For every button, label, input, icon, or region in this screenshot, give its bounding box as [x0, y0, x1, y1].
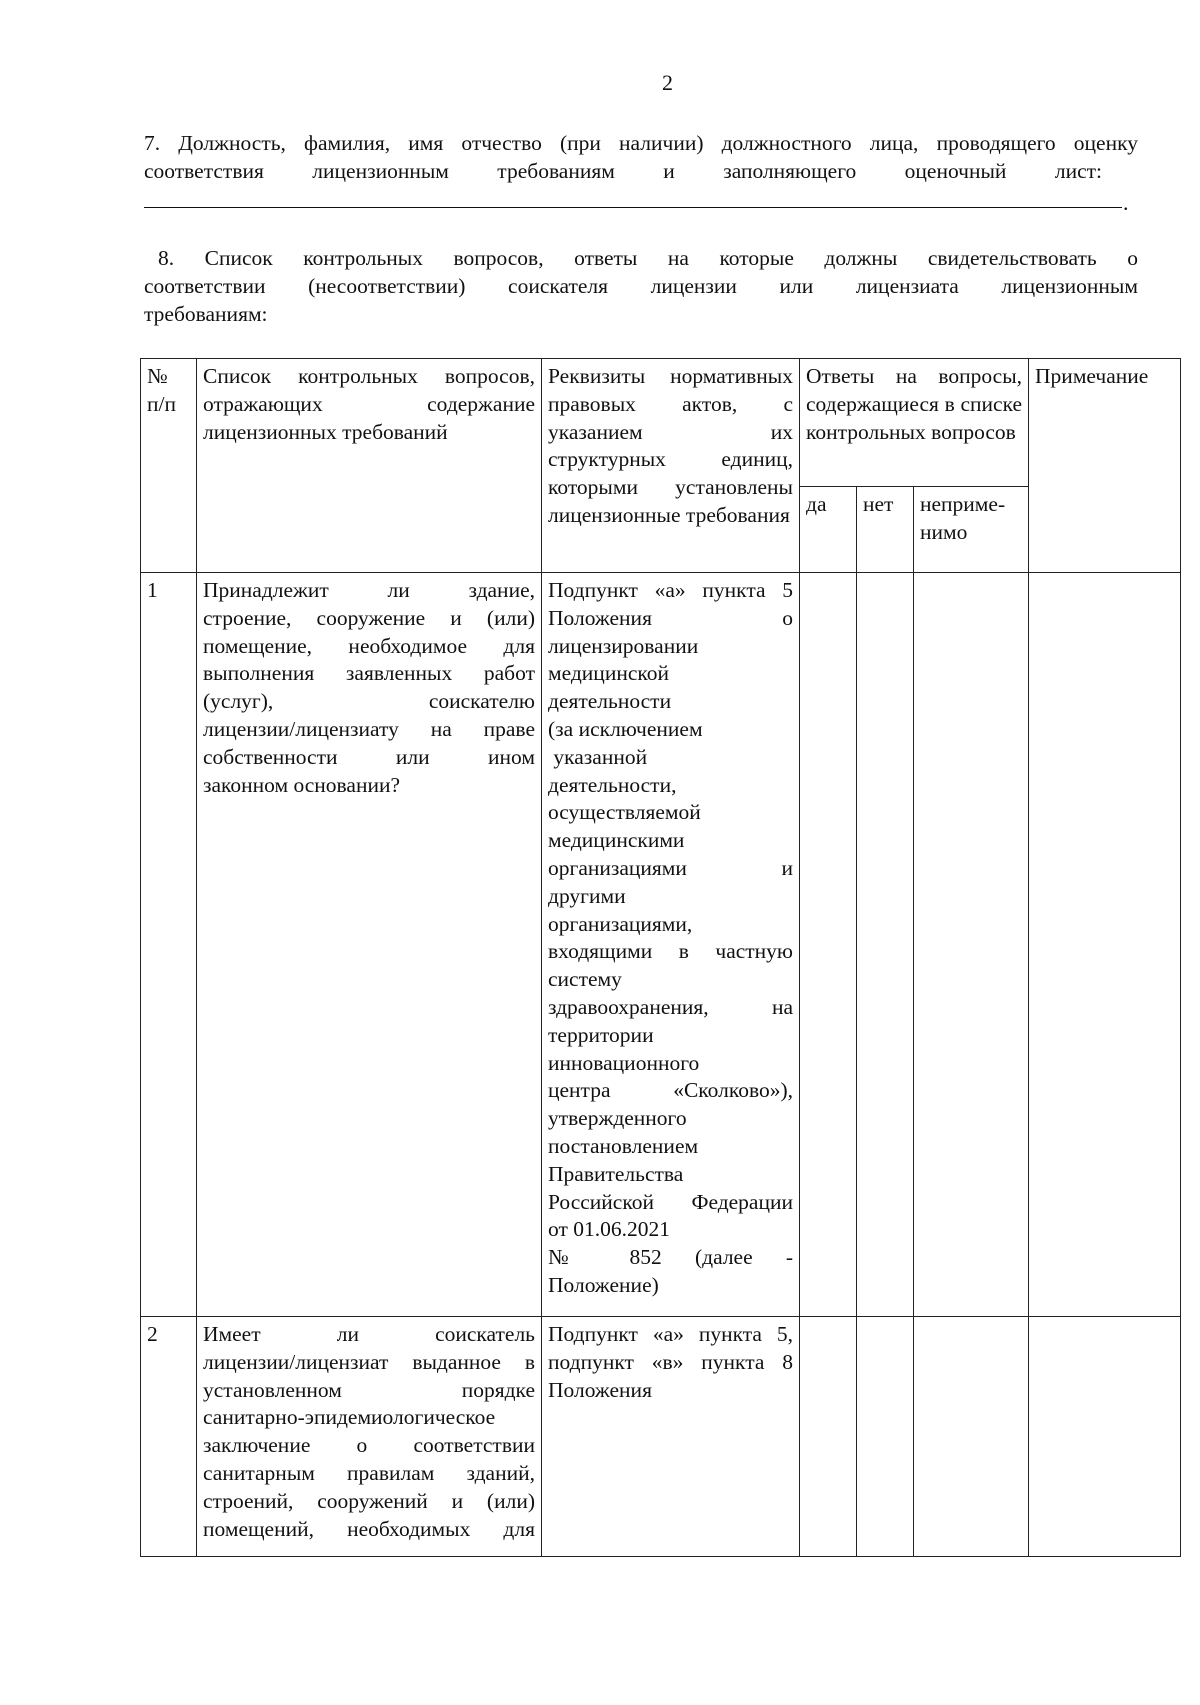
header-answers-text: Ответы на вопросы, содержащиеся в списке контрольных вопросов	[806, 364, 1023, 444]
row-1-na[interactable]	[914, 573, 1029, 1317]
row-1-question	[197, 573, 542, 1317]
header-num: № п/п	[141, 359, 197, 573]
row-1-question-line: законном основании?	[203, 772, 401, 797]
row-2-question-line: санитарным правилам зданий,	[203, 1460, 535, 1485]
table-header-row-1	[141, 359, 1181, 487]
row-2-na[interactable]	[914, 1317, 1029, 1557]
row-2-question-line: санитарно-эпидемиологическое	[203, 1405, 496, 1430]
row-1-requisite-line: указанной	[548, 744, 648, 769]
section-8-line-1: 8. Список контрольных вопросов, ответы на которые должны свидетельствовать о	[158, 246, 1138, 270]
row-1-requisites	[542, 573, 800, 1317]
row-1-question-line: помещение, необходимое для	[203, 633, 535, 658]
row-1-question-line: (услуг), соискателю	[203, 689, 535, 714]
row-1-requisite-line: территории	[548, 1022, 654, 1047]
header-no: нет	[857, 487, 914, 573]
row-1-requisite-line: Подпункт «а» пункта 5	[548, 578, 793, 602]
row-2-question	[197, 1317, 542, 1557]
header-questions-text: Список контрольных вопросов, отражающих содержание лицензионных требований	[203, 364, 535, 444]
row-2-requisite-line: подпункт «в» пункта 8	[548, 1349, 793, 1374]
checklist-table	[140, 358, 1181, 1557]
row-1-requisite-line: систему	[548, 967, 622, 992]
row-2-requisite-line: Положения	[548, 1377, 652, 1402]
row-2-num: 2	[141, 1317, 197, 1557]
row-1-requisite-line: Правительства	[548, 1161, 684, 1186]
row-2-requisites	[542, 1317, 800, 1557]
row-2-question-line: строений, сооружений и (или)	[203, 1488, 535, 1513]
section-8-line-3: требованиям:	[144, 302, 268, 326]
row-2-question-line: установленном порядке	[203, 1377, 535, 1402]
row-2-note[interactable]	[1029, 1317, 1181, 1557]
row-1-yes[interactable]	[800, 573, 857, 1317]
section-7-paragraph	[144, 129, 1138, 185]
header-questions	[197, 359, 542, 573]
header-answers	[800, 359, 1029, 487]
row-1-requisite-line: (за исключением	[548, 716, 703, 741]
row-1-requisite-line: постановлением	[548, 1133, 699, 1158]
row-2-question-line: Имеет ли соискатель	[203, 1322, 535, 1346]
fill-in-line	[144, 207, 1122, 208]
row-1-requisite-line: медицинской	[548, 661, 669, 686]
section-7-line-1: 7. Должность, фамилия, имя отчество (при наличии) должностного лица, проводящего оценку	[144, 131, 1138, 155]
row-1-requisite-line: от 01.06.2021	[548, 1217, 670, 1242]
row-2-question-line: лицензии/лицензиат выданное в	[203, 1349, 535, 1374]
section-7-line-2: соответствия лицензионным требованиям и заполняющего оценочный лист:	[144, 159, 1102, 183]
row-2-yes[interactable]	[800, 1317, 857, 1557]
table-row	[141, 573, 1181, 1317]
row-1-requisite-line: медицинскими	[548, 828, 685, 853]
row-1-requisite-line: организациями и	[548, 855, 793, 880]
table-row	[141, 1317, 1181, 1557]
row-1-question-line: собственности или ином	[203, 744, 535, 769]
row-1-requisite-line: лицензировании	[548, 633, 699, 658]
section-8-paragraph	[144, 244, 1138, 328]
row-1-question-line: строение, сооружение и (или)	[203, 605, 535, 630]
row-1-requisite-line: центра «Сколково»),	[548, 1078, 793, 1103]
row-1-question-line: Принадлежит ли здание,	[203, 578, 535, 602]
row-1-requisite-line: входящими в частную	[548, 939, 793, 964]
row-1-requisite-line: Положения о	[548, 605, 793, 630]
fill-in-line-end-mark: .	[1123, 190, 1129, 215]
header-yes: да	[800, 487, 857, 573]
row-1-question-line: выполнения заявленных работ	[203, 661, 535, 686]
row-2-question-line: заключение о соответствии	[203, 1433, 535, 1458]
row-1-num: 1	[141, 573, 197, 1317]
row-2-requisite-line: Подпункт «а» пункта 5,	[548, 1322, 793, 1346]
row-1-no[interactable]	[857, 573, 914, 1317]
row-1-requisite-line: осуществляемой	[548, 800, 701, 825]
header-na: неприме-нимо	[914, 487, 1029, 573]
header-note: Примечание	[1029, 359, 1181, 573]
header-requisites-text: Реквизиты нормативных правовых актов, с указанием их структурных единиц, которыми установлены лицензионные требования	[548, 364, 793, 527]
row-1-requisite-line: № 852 (далее -	[548, 1245, 793, 1270]
row-1-requisite-line: деятельности	[548, 689, 672, 714]
row-2-question-line: помещений, необходимых для	[203, 1516, 535, 1541]
row-1-question-line: лицензии/лицензиату на праве	[203, 716, 535, 741]
row-1-requisite-line: здравоохранения, на	[548, 994, 793, 1019]
page-number: 2	[662, 70, 673, 95]
row-1-requisite-line: утвержденного	[548, 1106, 687, 1131]
header-requisites	[542, 359, 800, 573]
section-8-line-2: соответствии (несоответствии) соискателя лицензии или лицензиата лицензионным	[144, 274, 1138, 298]
row-1-requisite-line: другими	[548, 883, 626, 908]
row-1-requisite-line: инновационного	[548, 1050, 700, 1075]
row-1-note[interactable]	[1029, 573, 1181, 1317]
row-1-requisite-line: деятельности,	[548, 772, 677, 797]
row-1-requisite-line: организациями,	[548, 911, 693, 936]
row-2-no[interactable]	[857, 1317, 914, 1557]
row-1-requisite-line: Положение)	[548, 1272, 659, 1297]
row-1-requisite-line: Российской Федерации	[548, 1189, 793, 1214]
